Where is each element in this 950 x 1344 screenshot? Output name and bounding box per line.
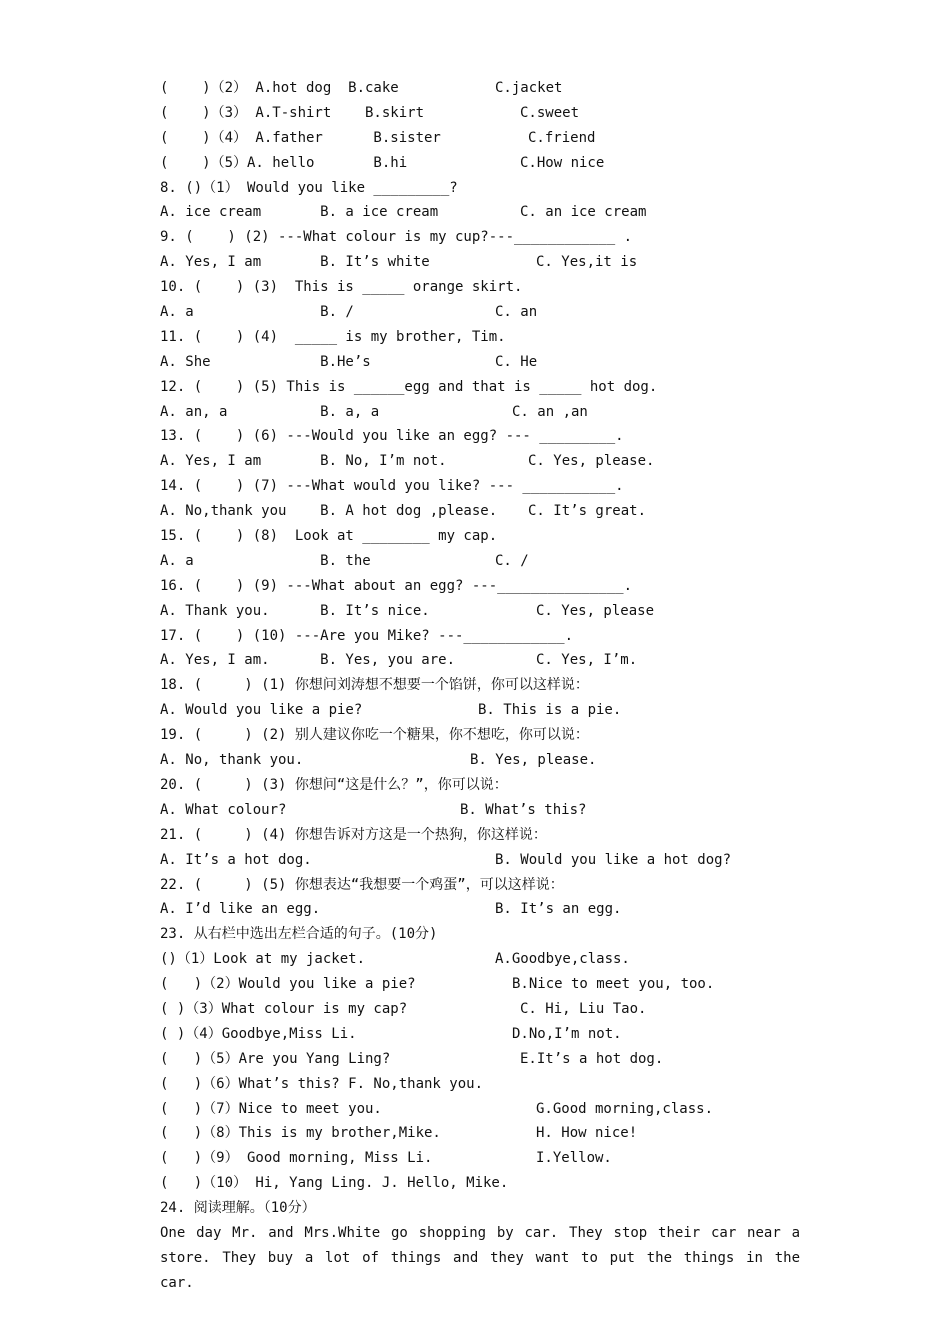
line-text: 8. ()（1） Would you like _________? <box>160 179 458 196</box>
line-text: 18. ( ) (1) 你想问刘涛想不想要一个馅饼，你可以这样说： <box>160 677 589 694</box>
line-text: 22. ( ) (5) 你想表达“我想要一个鸡蛋”，可以这样说： <box>160 876 564 893</box>
question-line <box>160 673 800 698</box>
line-text: A. Thank you. B. It’s nice. <box>160 602 430 619</box>
line-text: ( )（4）Goodbye,Miss Li. <box>160 1025 357 1042</box>
option-text: C. an ice cream <box>520 204 647 221</box>
line-text: ( )（8）This is my brother,Mike. <box>160 1125 441 1142</box>
line-text: ()（1）Look at my jacket. <box>160 951 366 968</box>
question-line <box>160 947 800 972</box>
option-text: C. Hi, Liu Tao. <box>520 1000 647 1017</box>
question-line <box>160 126 800 151</box>
question-line <box>160 972 800 997</box>
option-text: C. an ,an <box>512 403 588 420</box>
option-text: B. What’s this? <box>460 801 587 818</box>
line-text: ( )（2）Would you like a pie? <box>160 976 416 993</box>
line-text: ( )（10） Hi, Yang Ling. J. Hello, Mike. <box>160 1175 509 1192</box>
option-text: B. Yes, please. <box>470 752 597 769</box>
line-text: ( )（4） A.father B.sister <box>160 129 441 146</box>
option-text: B. This is a pie. <box>478 702 622 719</box>
line-text: 23. 从右栏中选出左栏合适的句子。(10分) <box>160 926 438 943</box>
option-text: C.jacket <box>495 80 563 96</box>
option-text: C. Yes, please <box>536 602 655 619</box>
question-line <box>160 225 800 250</box>
question-line <box>160 748 800 773</box>
line-text: 15. ( ) (8) Look at ________ my cap. <box>160 528 498 545</box>
option-text: C. Yes,it is <box>536 254 638 271</box>
option-text: H. How nice! <box>536 1125 638 1142</box>
question-line <box>160 698 800 723</box>
question-line <box>160 424 800 449</box>
line-text: A. an, a B. a, a <box>160 403 380 420</box>
line-text: 10. ( ) (3) This is _____ orange skirt. <box>160 279 523 296</box>
line-text: A. Yes, I am B. No, I’m not. <box>160 453 447 470</box>
question-line <box>160 648 800 673</box>
line-text: ( )（2） A.hot dog B.cake <box>160 80 399 96</box>
line-text: 17. ( ) (10) ---Are you Mike? ---____________. <box>160 627 574 644</box>
question-line <box>160 449 800 474</box>
reading-passage: One day Mr. and Mrs.White go shopping by car. They stop their car near a store. They buy a lot of things and they want to put the things in the car. <box>160 1224 800 1291</box>
option-text: C. He <box>495 353 538 370</box>
question-line <box>160 250 800 275</box>
line-text: A. Yes, I am B. It’s white <box>160 254 430 271</box>
question-line <box>160 1196 800 1221</box>
line-text: A. No,thank you B. A hot dog ,please. <box>160 503 498 520</box>
question-line <box>160 1047 800 1072</box>
question-line <box>160 798 800 823</box>
question-line <box>160 1121 800 1146</box>
line-text: A. Would you like a pie? <box>160 702 363 719</box>
line-text: A. She B.He’s <box>160 353 371 370</box>
option-text: E.It’s a hot dog. <box>520 1050 664 1067</box>
line-text: A. No, thank you. <box>160 752 304 769</box>
line-text: ( )（9） Good morning, Miss Li. <box>160 1150 433 1167</box>
line-text: 14. ( ) (7) ---What would you like? --- ___________. <box>160 478 624 495</box>
question-line <box>160 1022 800 1047</box>
line-text: 24. 阅读理解。（10分） <box>160 1200 316 1217</box>
question-line <box>160 176 800 201</box>
option-text: C. / <box>495 552 529 569</box>
question-line <box>160 773 800 798</box>
question-line <box>160 1146 800 1171</box>
option-text: D.No,I’m not. <box>512 1025 622 1042</box>
line-text: ( )（7）Nice to meet you. <box>160 1100 382 1117</box>
question-line <box>160 325 800 350</box>
question-line <box>160 350 800 375</box>
option-text: C.How nice <box>520 154 605 171</box>
option-text: C. an <box>495 304 538 321</box>
line-text: A. ice cream B. a ice cream <box>160 204 439 221</box>
line-text: A. What colour? <box>160 801 287 818</box>
question-line <box>160 997 800 1022</box>
line-text: ( )（3） A.T-shirt B.skirt <box>160 104 425 121</box>
line-text: ( )（3）What colour is my cap? <box>160 1000 408 1017</box>
option-text: G.Good morning,class. <box>536 1100 714 1117</box>
line-text: A. a B. the <box>160 552 371 569</box>
question-line <box>160 549 800 574</box>
question-line <box>160 200 800 225</box>
question-line <box>160 848 800 873</box>
line-text: A. I’d like an egg. <box>160 901 321 918</box>
line-text: ( )（6）What’s this? F. No,thank you. <box>160 1075 484 1092</box>
question-line <box>160 101 800 126</box>
question-line <box>160 823 800 848</box>
option-text: B.Nice to meet you, too. <box>512 976 715 993</box>
question-line <box>160 723 800 748</box>
option-text: B. Would you like a hot dog? <box>495 851 732 868</box>
line-text: ( )（5）A. hello B.hi <box>160 154 408 171</box>
option-text: I.Yellow. <box>536 1150 612 1167</box>
question-line <box>160 300 800 325</box>
question-line <box>160 574 800 599</box>
question-line <box>160 922 800 947</box>
line-text: 16. ( ) (9) ---What about an egg? ---_______________. <box>160 577 633 594</box>
line-text: 9. ( ) (2) ---What colour is my cup?---____________ . <box>160 229 633 246</box>
line-text: A. a B. / <box>160 304 354 321</box>
question-line <box>160 76 800 101</box>
question-line <box>160 1097 800 1122</box>
line-text: 21. ( ) (4) 你想告诉对方这是一个热狗，你这样说： <box>160 826 547 843</box>
worksheet-content <box>160 76 800 1296</box>
question-line <box>160 275 800 300</box>
question-line <box>160 524 800 549</box>
option-text: C.sweet <box>520 104 580 121</box>
line-text: A. It’s a hot dog. <box>160 851 312 868</box>
question-line <box>160 599 800 624</box>
question-line <box>160 400 800 425</box>
option-text: A.Goodbye,class. <box>495 951 630 968</box>
question-line <box>160 375 800 400</box>
question-line <box>160 624 800 649</box>
line-text: 19. ( ) (2) 别人建议你吃一个糖果，你不想吃，你可以说： <box>160 727 589 744</box>
line-text: 13. ( ) (6) ---Would you like an egg? --- _________. <box>160 428 624 445</box>
question-line <box>160 873 800 898</box>
line-text: 20. ( ) (3) 你想问“这是什么？”，你可以说： <box>160 776 508 793</box>
question-line <box>160 897 800 922</box>
question-line <box>160 1171 800 1196</box>
line-text: A. Yes, I am. B. Yes, you are. <box>160 652 456 669</box>
question-line <box>160 1072 800 1097</box>
option-text: B. It’s an egg. <box>495 901 622 918</box>
option-text: C. Yes, please. <box>528 453 655 470</box>
question-line <box>160 499 800 524</box>
line-text: ( )（5）Are you Yang Ling? <box>160 1050 391 1067</box>
option-text: C. Yes, I’m. <box>536 652 638 669</box>
line-text: 12. ( ) (5) This is ______egg and that is _____ hot dog. <box>160 378 658 395</box>
option-text: C.friend <box>528 129 596 146</box>
question-line <box>160 151 800 176</box>
question-line <box>160 474 800 499</box>
line-text: 11. ( ) (4) _____ is my brother, Tim. <box>160 328 506 345</box>
option-text: C. It’s great. <box>528 503 647 520</box>
